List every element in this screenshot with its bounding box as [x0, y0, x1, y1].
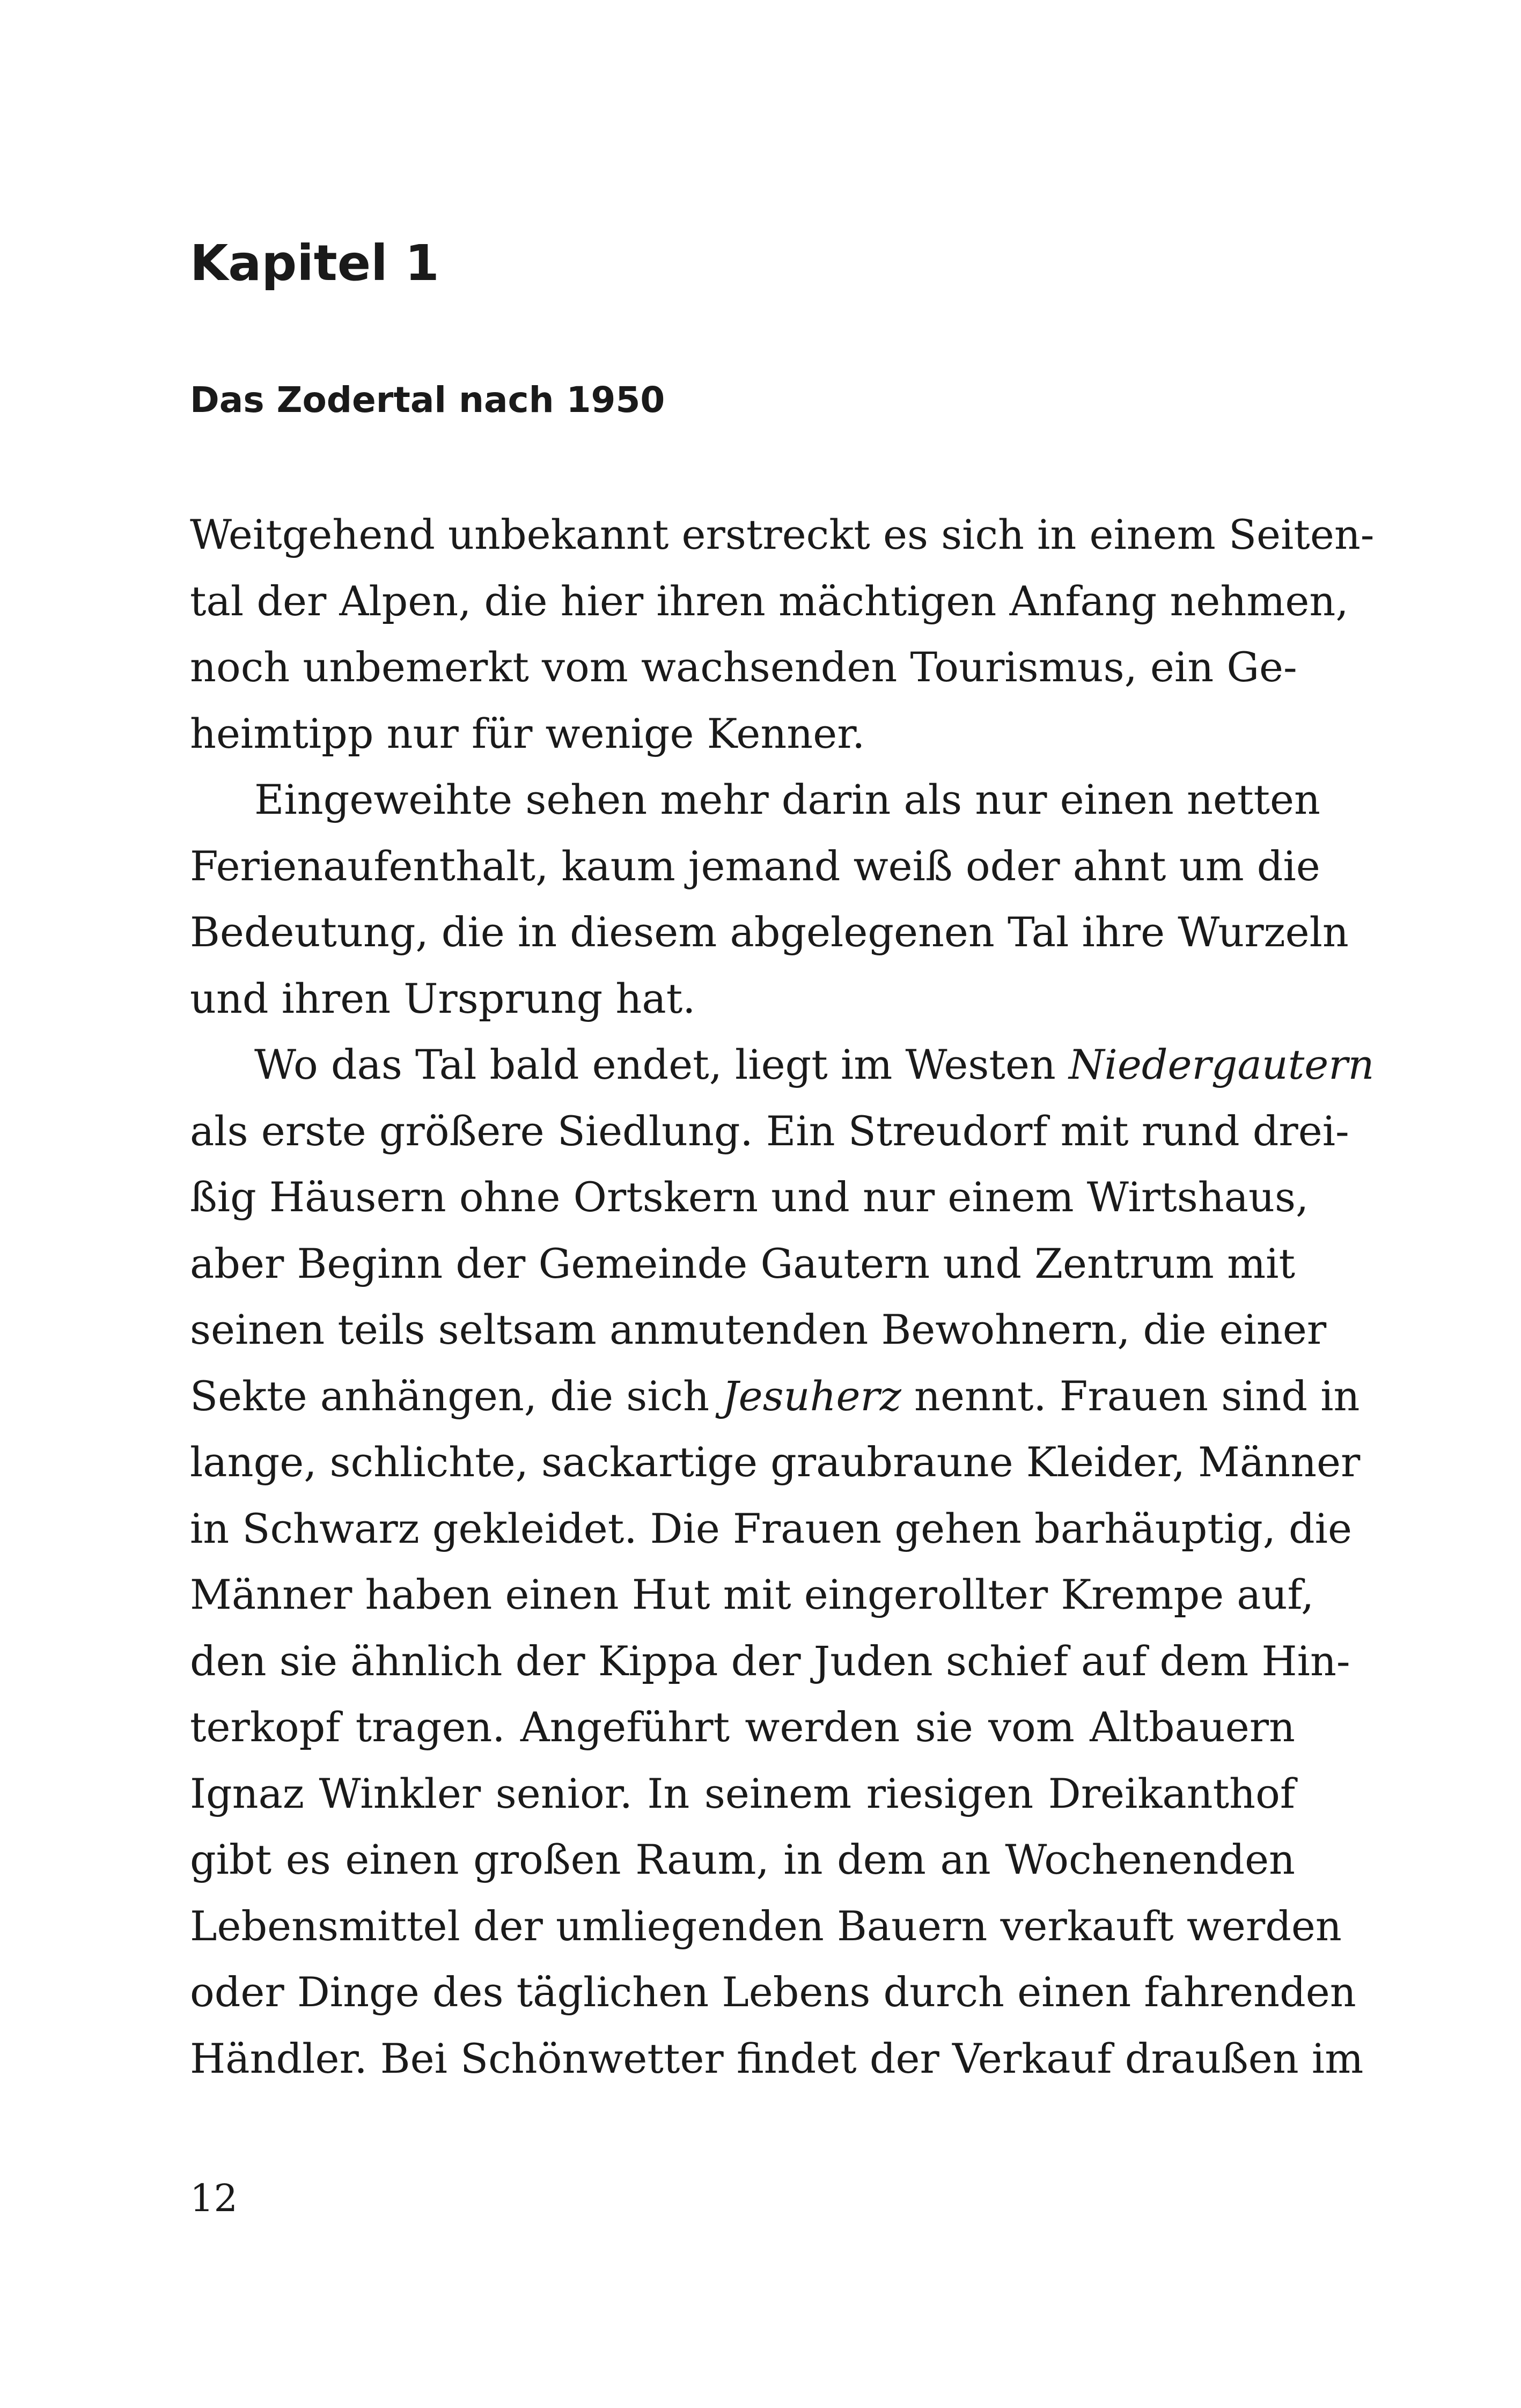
text-line [190, 1032, 1375, 1098]
sect-name: Jesuherz [722, 1372, 901, 1420]
text-line: Bedeutung, die in diesem abgelegenen Tal ihre Wurzeln [190, 908, 1349, 956]
place-name: Niedergautern [1069, 1041, 1375, 1088]
text-line: Händler. Bei Schönwetter findet der Verkauf draußen im [190, 2034, 1364, 2082]
text-line: heimtipp nur für wenige Kenner. [190, 709, 865, 757]
section-title: Das Zodertal nach 1950 [190, 379, 665, 421]
text-line: lange, schlichte, sackartige graubraune Kleider, Männer [190, 1438, 1361, 1486]
text-line [190, 1363, 1360, 1430]
text-line: gibt es einen großen Raum, in dem an Wochenenden [190, 1836, 1295, 1883]
text-line: Lebensmittel der umliegenden Bauern verkauft werden [190, 1902, 1342, 1950]
text-line: oder Dinge des täglichen Lebens durch einen fahrenden [190, 1968, 1356, 2016]
text-line: den sie ähnlich der Kippa der Juden schief auf dem Hin- [190, 1637, 1350, 1685]
text-fragment: Wo das Tal bald endet, liegt im Westen [254, 1041, 1069, 1088]
text-line: Weitgehend unbekannt erstreckt es sich in einem Seiten- [190, 511, 1375, 558]
text-line: in Schwarz gekleidet. Die Frauen gehen barhäuptig, die [190, 1504, 1352, 1552]
page-number: 12 [190, 2176, 238, 2220]
text-line: seinen teils seltsam anmutenden Bewohnern, die einer [190, 1306, 1327, 1353]
text-line: Eingeweihte sehen mehr darin als nur einen netten [254, 776, 1320, 823]
text-fragment: Sekte anhängen, die sich [190, 1372, 723, 1420]
text-line: tal der Alpen, die hier ihren mächtigen Anfang nehmen, [190, 577, 1349, 625]
text-line: und ihren Ursprung hat. [190, 974, 696, 1022]
text-line: noch unbemerkt vom wachsenden Tourismus, ein Ge- [190, 643, 1297, 691]
text-line: terkopf tragen. Angeführt werden sie vom Altbauern [190, 1703, 1295, 1751]
body-text [190, 502, 1375, 2092]
chapter-title: Kapitel 1 [190, 234, 439, 292]
text-fragment: nennt. Frauen sind in [901, 1372, 1360, 1420]
text-line: Ferienaufenthalt, kaum jemand weiß oder ahnt um die [190, 842, 1320, 890]
text-line: ßig Häusern ohne Ortskern und nur einem Wirtshaus, [190, 1173, 1309, 1221]
text-line: Ignaz Winkler senior. In seinem riesigen Dreikanthof [190, 1769, 1295, 1817]
text-line: Männer haben einen Hut mit eingerollter Krempe auf, [190, 1571, 1314, 1618]
text-line: aber Beginn der Gemeinde Gautern und Zentrum mit [190, 1239, 1295, 1287]
text-line: als erste größere Siedlung. Ein Streudorf mit rund drei- [190, 1107, 1349, 1155]
